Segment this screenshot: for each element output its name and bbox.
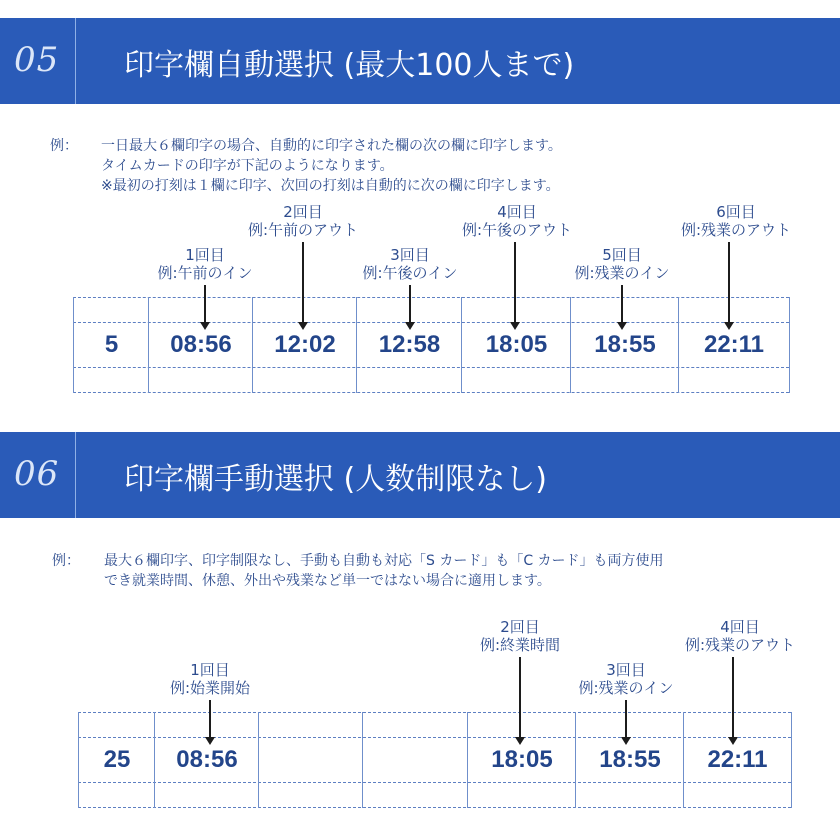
arrow-line: [728, 242, 730, 324]
cell-value: 08:56: [170, 331, 232, 358]
arrow-down-icon: [617, 322, 627, 330]
description-line-1: 最大６欄印字、印字制限なし、手動も自動も対応「S カード」も「C カード」も両方使用: [104, 553, 664, 569]
callout-label: 5回目: [602, 246, 642, 264]
callout-5: [574, 246, 669, 282]
timecard-row-manual: [78, 712, 791, 808]
card-cell-day: [78, 712, 155, 808]
section-title: 印字欄自動選択 (最大100人まで): [124, 48, 575, 83]
callout-2: [248, 203, 358, 239]
arrow-line: [514, 242, 516, 324]
callout-1: [170, 661, 250, 697]
card-cell: [148, 297, 253, 393]
example-label: 例：: [50, 138, 78, 154]
cell-value: 18:05: [491, 746, 553, 773]
arrow-down-icon: [724, 322, 734, 330]
cell-value: 12:02: [274, 331, 336, 358]
arrow-line: [409, 285, 411, 323]
section-05-banner: [0, 18, 840, 104]
arrow-line: [209, 700, 211, 738]
arrow-down-icon: [728, 737, 738, 745]
section-number: 06: [14, 454, 60, 494]
arrow-down-icon: [298, 322, 308, 330]
card-cell: [570, 297, 679, 393]
callout-3: [362, 246, 457, 282]
cell-value: 18:55: [594, 331, 656, 358]
card-cell: [258, 712, 363, 808]
description-line-2: でき就業時間、休憩、外出や残業など単一ではない場合に適用します。: [104, 573, 551, 589]
cell-value: 5: [104, 331, 119, 358]
card-cell: [362, 712, 468, 808]
cell-value: 18:55: [599, 746, 661, 773]
section-title: 印字欄手動選択 (人数制限なし): [124, 462, 547, 497]
cell-value: 18:05: [485, 331, 548, 358]
timecard-row-auto: [73, 297, 789, 393]
description-line-3: ※最初の打刻は１欄に印字、次回の打刻は自動的に次の欄に印字します。: [101, 178, 560, 194]
cell-value: 25: [103, 746, 131, 773]
callout-label: 1回目: [185, 246, 225, 264]
example-label: 例：: [52, 553, 80, 569]
callout-6: [681, 203, 791, 239]
arrow-down-icon: [200, 322, 210, 330]
callout-example: 例:午前のアウト: [247, 221, 359, 239]
arrow-down-icon: [205, 737, 215, 745]
card-cell: [683, 712, 792, 808]
callout-example: 例:残業のイン: [578, 679, 674, 697]
arrow-down-icon: [405, 322, 415, 330]
banner-divider: [75, 432, 76, 518]
arrow-down-icon: [515, 737, 525, 745]
callout-example: 例:午後のイン: [362, 264, 458, 282]
callout-example: 例:残業のアウト: [684, 636, 796, 654]
callout-3: [578, 661, 673, 697]
card-cell: [154, 712, 259, 808]
callout-4: [685, 618, 795, 654]
callout-label: 2回目: [283, 203, 323, 221]
callout-example: 例:終業時間: [479, 636, 561, 654]
arrow-line: [621, 285, 623, 323]
section-06-banner: [0, 432, 840, 518]
card-cell: [575, 712, 684, 808]
callout-example: 例:残業のイン: [574, 264, 670, 282]
arrow-line: [302, 242, 304, 324]
callout-label: 3回目: [606, 661, 646, 679]
callout-label: 1回目: [190, 661, 230, 679]
cell-value: 08:56: [176, 746, 238, 773]
callout-4: [462, 203, 572, 239]
callout-label: 2回目: [500, 618, 540, 636]
card-cell: [461, 297, 571, 393]
banner-divider: [75, 18, 76, 104]
card-cell: [252, 297, 357, 393]
cell-value: 22:11: [703, 331, 765, 358]
card-cell: [678, 297, 790, 393]
callout-example: 例:始業開始: [169, 679, 251, 697]
cell-value: 12:58: [378, 331, 441, 358]
arrow-down-icon: [510, 322, 520, 330]
callout-label: 6回目: [716, 203, 756, 221]
card-cell: [467, 712, 576, 808]
callout-1: [157, 246, 252, 282]
callout-2: [480, 618, 560, 654]
callout-label: 4回目: [720, 618, 760, 636]
arrow-line: [732, 657, 734, 739]
cell-value: 22:11: [707, 746, 768, 773]
arrow-down-icon: [621, 737, 631, 745]
card-cell-day: [73, 297, 149, 393]
section-number: 05: [14, 40, 60, 80]
callout-label: 4回目: [497, 203, 537, 221]
callout-example: 例:午後のアウト: [461, 221, 573, 239]
callout-example: 例:午前のイン: [157, 264, 253, 282]
description-line-2: タイムカードの印字が下記のようになります。: [101, 158, 394, 174]
arrow-line: [204, 285, 206, 323]
arrow-line: [625, 700, 627, 738]
callout-label: 3回目: [390, 246, 430, 264]
description-line-1: 一日最大６欄印字の場合、自動的に印字された欄の次の欄に印字します。: [101, 138, 562, 154]
callout-example: 例:残業のアウト: [680, 221, 792, 239]
arrow-line: [519, 657, 521, 739]
